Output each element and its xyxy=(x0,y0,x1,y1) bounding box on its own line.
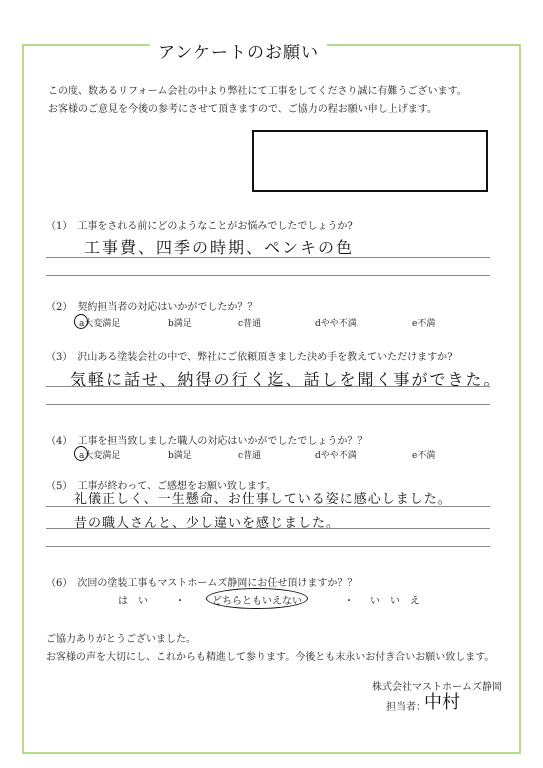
q4-option-e[interactable]: e不満 xyxy=(412,451,436,461)
q2-option-d[interactable]: dやや不満 xyxy=(315,319,357,329)
q3-answer-line-2 xyxy=(46,404,490,405)
company-name: 株式会社マストホームズ静岡 xyxy=(372,682,502,693)
q5-answer-line-3 xyxy=(46,546,490,547)
q6-separator-1: ・ xyxy=(175,596,185,607)
q4-option-b[interactable]: b満足 xyxy=(168,451,192,461)
q6-separator-2: ・ xyxy=(344,596,354,607)
q1-answer: 工事費、四季の時期、ペンキの色 xyxy=(84,238,355,257)
closing-line-1: ご協力ありがとうございました。 xyxy=(46,634,196,645)
q6-label: （6） 次回の塗装工事もマストホームズ静岡にお任せ頂けますか？？ xyxy=(46,578,358,589)
q2-option-a[interactable]: a大変満足 xyxy=(79,319,121,329)
intro-line-1: この度、数あるリフォーム会社の中より弊社にて工事をしてくださり誠に有難うございます。 xyxy=(48,86,467,97)
q2-option-e[interactable]: e不満 xyxy=(412,319,436,329)
q5-answer-line-2 xyxy=(46,528,490,529)
q1-answer-line-2 xyxy=(46,275,490,276)
q6-option-no[interactable]: い い え xyxy=(370,596,420,607)
q5-label: （5） 工事が終わって、ご感想をお願い致します。 xyxy=(46,481,277,492)
staff-label: 担当者： xyxy=(386,702,426,713)
q1-answer-line xyxy=(46,257,490,258)
q3-answer: 気軽に話せ、納得の行く迄、話しを聞く事ができた。 xyxy=(70,370,502,389)
q6-option-neither[interactable]: どちらともいえない xyxy=(212,596,302,607)
q2-option-b[interactable]: b満足 xyxy=(168,319,192,329)
q3-label: （3） 沢山ある塗装会社の中で、弊社にご依頼頂きました決め手を教えていただけますか? xyxy=(46,352,453,363)
q1-label: （1） 工事をされる前にどのようなことがお悩みでしたでしょうか? xyxy=(46,221,353,232)
q5-answer-line xyxy=(46,506,490,507)
closing-line-2: お客様の声を大切にし、これからも精進して参ります。今後とも末永いお付き合いお願い致します。 xyxy=(46,652,495,663)
q4-option-a[interactable]: a大変満足 xyxy=(79,451,121,461)
q3-answer-line xyxy=(46,386,490,387)
q5-answer-line-text-2: 昔の職人さんと、少し違いを感じました。 xyxy=(74,516,341,531)
staff-signature: 中村 xyxy=(424,692,460,713)
q4-label: （4） 工事を担当致しました職人の対応はいかがでしたでしょうか？？ xyxy=(46,436,368,447)
q4-option-d[interactable]: dやや不満 xyxy=(315,451,357,461)
intro-line-2: お客様のご意見を今後の参考にさせて頂きますので、ご協力の程お願い申し上げます。 xyxy=(48,104,437,115)
redacted-box xyxy=(252,130,488,192)
q5-answer-line-text-1: 礼儀正しく、一生懸命、お仕事している姿に感心しました。 xyxy=(74,492,452,507)
form-title: アンケートのお願い xyxy=(150,38,327,63)
q2-label: （2） 契約担当者の対応はいかがでしたか？？ xyxy=(46,302,258,313)
q4-option-c[interactable]: c普通 xyxy=(238,451,262,461)
q6-option-yes[interactable]: は い xyxy=(118,596,148,607)
q2-option-c[interactable]: c普通 xyxy=(238,319,262,329)
